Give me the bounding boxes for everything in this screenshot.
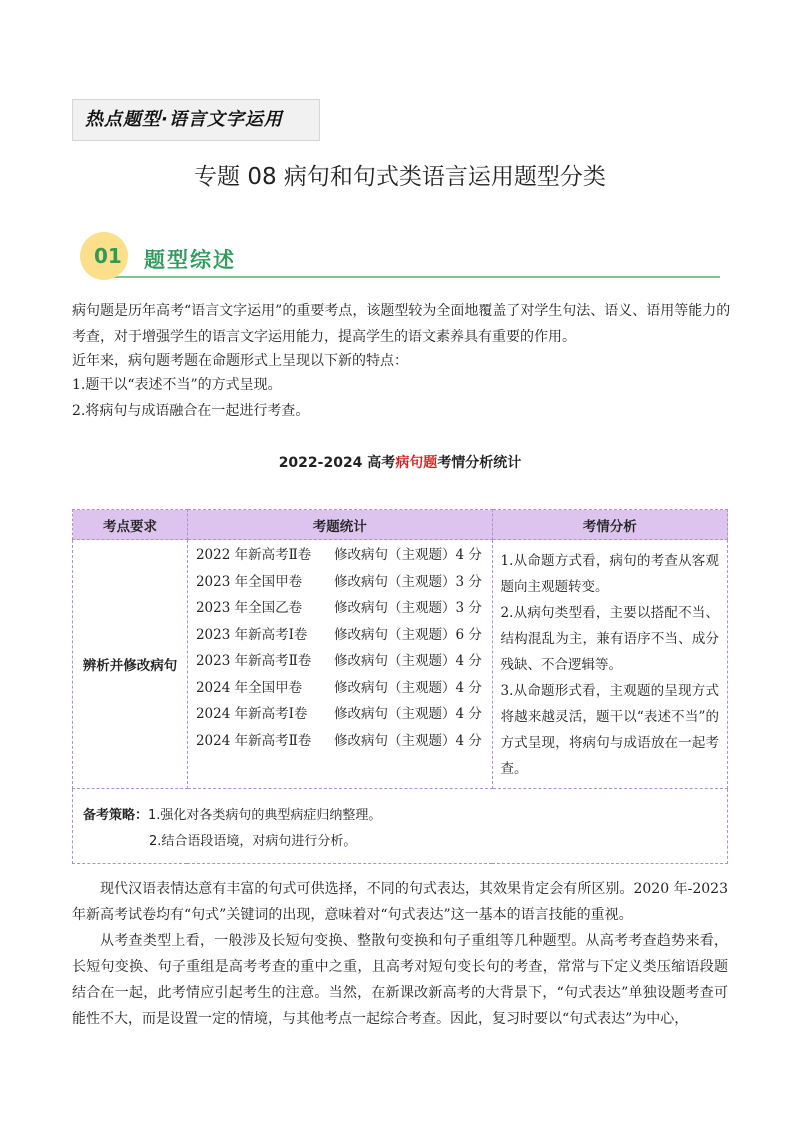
intro-features-lead: 近年来，病句题考题在命题形式上呈现以下新的特点：: [72, 353, 408, 369]
analysis-point: 3.从命题形式看，主观题的呈现方式将越来越灵活，题干以“表述不当”的方式呈现，将病句与成语放在一起考查。: [500, 683, 719, 777]
analysis-point: 2.从病句类型看，主要以搭配不当、结构混乱为主，兼有语序不当、成分残缺、不合逻辑等。: [500, 605, 719, 673]
stat-item: 修改病句（主观题）4 分: [333, 732, 482, 749]
stat-row: [188, 622, 492, 649]
header-statistics: 考题统计: [187, 510, 492, 540]
stat-year: 2022 年新高考Ⅱ卷: [195, 547, 312, 563]
intro-feature-1: 1.题干以“表述不当”的方式呈现。: [72, 377, 282, 393]
stat-item: 修改病句（主观题）3 分: [333, 600, 482, 616]
stat-item: 修改病句（主观题）4 分: [333, 679, 482, 696]
stat-row: [188, 569, 492, 596]
stat-item: 修改病句（主观题）4 分: [333, 653, 482, 669]
stat-item: 修改病句（主观题）4 分: [333, 547, 482, 563]
exam-stats-table: [72, 509, 728, 864]
table-body-row: [73, 540, 728, 789]
strategy-row: [73, 789, 728, 864]
requirement-cell: 辨析并修改病句: [73, 540, 188, 789]
stat-item: 修改病句（主观题）4 分: [333, 706, 482, 722]
stat-row: [188, 595, 492, 622]
strategy-cell: [73, 789, 728, 864]
stat-year: 2024 年新高考Ⅰ卷: [195, 706, 308, 722]
stat-year: 2023 年全国甲卷: [195, 573, 303, 590]
intro-paragraph: 病句题是历年高考“语言文字运用”的重要考点，该题型较为全面地覆盖了对学生句法、语义、语用等能力的考查，对于增强学生的语言文字运用能力，提高学生的语文素养具有重要的作用。: [72, 303, 731, 345]
stat-item: 修改病句（主观题）6 分: [333, 626, 482, 643]
stat-row: [188, 542, 492, 569]
stat-row: [188, 728, 492, 755]
stat-item: 修改病句（主观题）3 分: [333, 573, 482, 590]
table-title-suffix: 考情分析统计: [437, 455, 522, 471]
stat-row: [188, 675, 492, 702]
stat-year: 2023 年新高考Ⅰ卷: [195, 626, 308, 643]
header-analysis: 考情分析: [492, 510, 727, 540]
body-paragraph-1: 现代汉语表情达意有丰富的句式可供选择，不同的句式表达，其效果肯定会有所区别。2020 年-2023 年新高考试卷均有“句式”关键词的出现，意味着对“句式表达”这一基本的语言技能的重视。: [72, 881, 728, 923]
statistics-cell: [187, 540, 492, 789]
document-title: 专题 08 病句和句式类语言运用题型分类: [194, 164, 606, 190]
strategy-line-2: [83, 829, 717, 855]
section-underline: [100, 276, 720, 278]
stat-year: 2023 年新高考Ⅱ卷: [195, 653, 312, 669]
stat-year: 2024 年全国甲卷: [195, 679, 303, 696]
topic-badge: [72, 99, 320, 141]
analysis-point: 1.从命题方式看，病句的考查从客观题向主观题转变。: [500, 553, 719, 595]
stat-row: [188, 648, 492, 675]
table-header-row: [73, 510, 728, 540]
table-title: [0, 452, 800, 472]
analysis-cell: [492, 540, 727, 789]
header-requirement: 考点要求: [73, 510, 188, 540]
section-title: 题型综述: [144, 248, 236, 272]
section-header: [80, 232, 720, 282]
strategy-label: 备考策略：: [83, 808, 149, 823]
strategy-line-1: [83, 803, 717, 829]
stat-year: 2023 年全国乙卷: [195, 600, 303, 616]
topic-badge-text: 热点题型·语言文字运用: [85, 109, 283, 130]
table-title-highlight: 病句题: [395, 455, 438, 471]
body-paragraph-2: 从考查类型上看，一般涉及长短句变换、整散句变换和句子重组等几种题型。从高考考查趋势来看，长短句变换、句子重组是高考考查的重中之重，且高考对短句变长句的考查，常常与下定义类压缩语段题结合在一起，此考情应引起考生的注意。当然，在新课改新高考的大背景下，“句式表达”单独设题考查可能性不大，而是设置一定的情境，与其他考点一起综合考查。因此，复习时要以“句式表达”为中心，: [72, 933, 728, 1027]
strategy-item: 1.强化对各类病句的典型病症归纳整理。: [148, 808, 382, 823]
intro-feature-2: 2.将病句与成语融合在一起进行考查。: [72, 403, 310, 419]
strategy-item: 2.结合语段语境，对病句进行分析。: [149, 834, 357, 849]
stat-row: [188, 701, 492, 728]
table-title-prefix: 2022-2024 高考: [278, 455, 396, 471]
section-number: 01: [94, 244, 122, 268]
stat-year: 2024 年新高考Ⅱ卷: [195, 732, 312, 749]
